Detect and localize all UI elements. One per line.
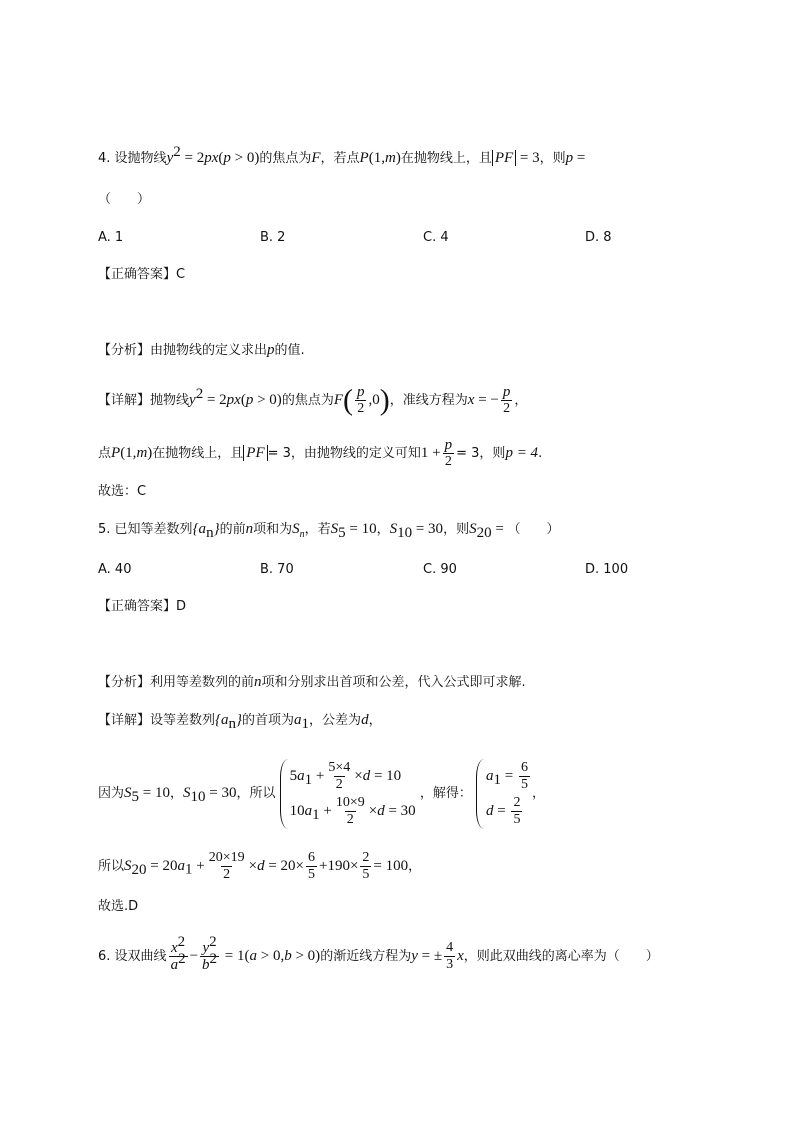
q6-stem: 6. 设双曲线 $\frac{x^2}{a^2}$ − $\frac{y^2}{b^2}$ = 1(a > 0,b > 0)的渐近线方程为y = ± $\frac{4}{3}$ x，则此双曲线的离心率为（ ） bbox=[98, 934, 659, 973]
q5-option-c[interactable]: C. 90 bbox=[423, 562, 457, 577]
q5-options bbox=[98, 560, 718, 580]
q5-conclusion: 故选.D bbox=[98, 899, 139, 914]
q5-option-d[interactable]: D. 100 bbox=[585, 562, 629, 577]
q5-option-b[interactable]: B. 70 bbox=[260, 562, 294, 577]
q4-option-d[interactable]: D. 8 bbox=[585, 230, 612, 245]
q5-stem: 5. 已知等差数列$\{a_n\}$的前n项和为$S_n$，若$S_5 = 10$，$S_{10} = 30$，则$S_{20}$ = （ ） bbox=[98, 521, 560, 541]
q5-answer: 【正确答案】D bbox=[98, 599, 187, 614]
q5-equation-system: $5a_1$ + $\frac{5\times 4}{2}$ ×d = 10 $10a_1$ + $\frac{10\times 9}{2}$ ×d = 30 bbox=[290, 759, 416, 829]
q5-option-a[interactable]: A. 40 bbox=[98, 562, 132, 577]
q4-option-a[interactable]: A. 1 bbox=[98, 230, 124, 245]
q4-answer: 【正确答案】C bbox=[98, 267, 186, 282]
q4-analysis: 【分析】由抛物线的定义求出p的值. bbox=[98, 342, 305, 358]
q4-conclusion: 故选：C bbox=[98, 484, 147, 499]
q4-option-c[interactable]: C. 4 bbox=[423, 230, 449, 245]
q5-solution-system: $a_1$ = $\frac{6}{5}$ d = $\frac{2}{5}$ bbox=[486, 759, 532, 829]
q4-paren: （ ） bbox=[98, 192, 151, 207]
q5-detail-2: 因为$S_5 = 10$，$S_{10} = 30$，所以 $5a_1$ + $\frac{5\times 4}{2}$ ×d = 10 $10a_1$ + $\frac{10\times 9}{2}$ ×d = 30 ，解得： $a_1$ = $\frac{6}{5}$ d = $\frac{2}{5}$ ， bbox=[98, 759, 545, 827]
q5-detail-1: 【详解】设等差数列$\{a_n\}$的首项为$a_1$，公差为d， bbox=[98, 712, 382, 732]
q4-detail-1: 【详解】抛物线$y^2 = 2px(p > 0)$的焦点为F( $\frac{p}{2}$ ,0)，准线方程为x = − $\frac{p}{2}$ ， bbox=[98, 383, 528, 417]
q4-stem: 4. 设抛物线$y^2 = 2px(p > 0)$的焦点为F，若点P(1,m)在抛物线上，且 PF = 3，则p = bbox=[98, 144, 586, 166]
q4-equation: $y^2 = 2px(p > 0)$ bbox=[166, 144, 260, 166]
q4-options bbox=[98, 228, 718, 248]
q5-detail-3: 所以$S_{20} = 20a_1$ + $\frac{20\times 19}{2}$ ×d = 20× $\frac{6}{5}$ +190× $\frac{2}{5}$ = 100， bbox=[98, 850, 422, 882]
q4-detail-2: 点P(1,m)在抛物线上，且 PF = 3，由抛物线的定义可知1 + $\frac{p}{2}$ = 3，则p = 4. bbox=[98, 437, 543, 469]
q5-analysis: 【分析】利用等差数列的前n项和分别求出首项和公差，代入公式即可求解. bbox=[98, 674, 526, 690]
q4-option-b[interactable]: B. 2 bbox=[260, 230, 286, 245]
